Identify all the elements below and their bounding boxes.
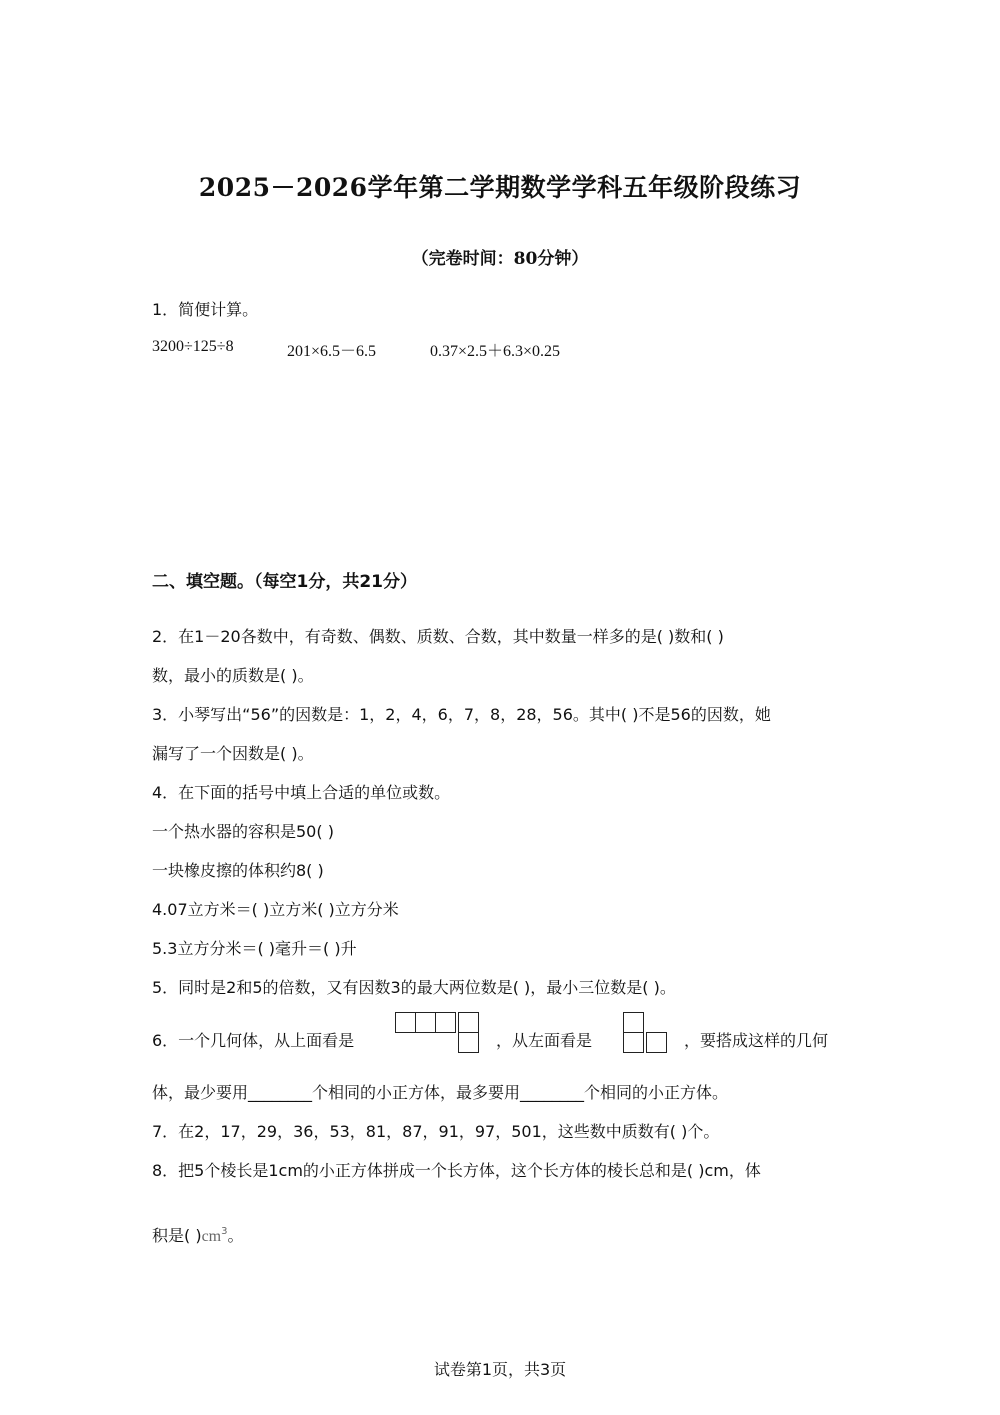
top-view-cell	[458, 1032, 479, 1053]
time-limit: （完卷时间：80分钟）	[411, 249, 589, 269]
q6-part-3: ，要搭成这样的几何	[684, 1031, 829, 1050]
top-view-cell	[395, 1012, 416, 1033]
q8-line-1: 8．把5个棱长是1cm的小正方体拼成一个长方体，这个长方体的棱长总和是( )cm，体	[152, 1161, 761, 1180]
q6-part-2: ，从左面看是	[496, 1031, 593, 1050]
q8-line-2-prefix: 积是( )	[152, 1226, 202, 1245]
q4-item-3: 4.07立方米＝( )立方米( )立方分米	[152, 900, 399, 919]
q2-line-1: 2．在1－20各数中，有奇数、偶数、质数、合数，其中数量一样多的是( )数和( )	[152, 627, 724, 646]
left-view-cell	[646, 1032, 667, 1053]
q1-expression-3: 0.37×2.5＋6.3×0.25	[430, 343, 561, 360]
top-view-cell	[415, 1012, 436, 1033]
q6-line-2: 体，最少要用________个相同的小正方体，最多要用________个相同的小正方体。	[152, 1083, 729, 1102]
q3-line-2: 漏写了一个因数是( )。	[152, 744, 314, 763]
q4-item-2: 一块橡皮擦的体积约8( )	[152, 861, 324, 880]
left-view-cell	[623, 1032, 644, 1053]
q1-heading: 1．简便计算。	[152, 300, 259, 319]
q5-text: 5．同时是2和5的倍数，又有因数3的最大两位数是( )，最小三位数是( )。	[152, 978, 676, 997]
top-view-figure	[395, 1012, 485, 1056]
q8-line-2-suffix: 。	[227, 1226, 244, 1245]
top-view-cell	[458, 1012, 479, 1033]
left-view-cell	[623, 1012, 644, 1033]
q4-item-1: 一个热水器的容积是50( )	[152, 822, 334, 841]
q4-item-4: 5.3立方分米＝( )毫升＝( )升	[152, 939, 357, 958]
volume-unit: cm	[201, 1228, 222, 1245]
section-2-heading: 二、填空题。（每空1分，共21分）	[152, 572, 417, 592]
q2-line-2: 数，最小的质数是( )。	[152, 666, 314, 685]
volume-unit-exponent: 3	[221, 1226, 228, 1237]
q4-heading: 4．在下面的括号中填上合适的单位或数。	[152, 783, 451, 802]
top-view-cell	[435, 1012, 456, 1033]
q7-text: 7．在2，17，29，36，53，81，87，91，97，501，这些数中质数有( )个。	[152, 1122, 720, 1141]
q1-expression-1: 3200÷125÷8	[152, 338, 234, 355]
page-title: 2025－2026学年第二学期数学学科五年级阶段练习	[198, 173, 802, 202]
q8-line-2	[152, 1225, 244, 1250]
q6-part-1: 6．一个几何体，从上面看是	[152, 1031, 355, 1050]
q3-line-1: 3．小琴写出“56”的因数是：1，2，4，6，7，8，28，56。其中( )不是56的因数，她	[152, 705, 771, 724]
page-footer: 试卷第1页，共3页	[433, 1360, 567, 1379]
left-view-figure	[623, 1012, 671, 1056]
q1-expression-2: 201×6.5－6.5	[287, 343, 377, 360]
